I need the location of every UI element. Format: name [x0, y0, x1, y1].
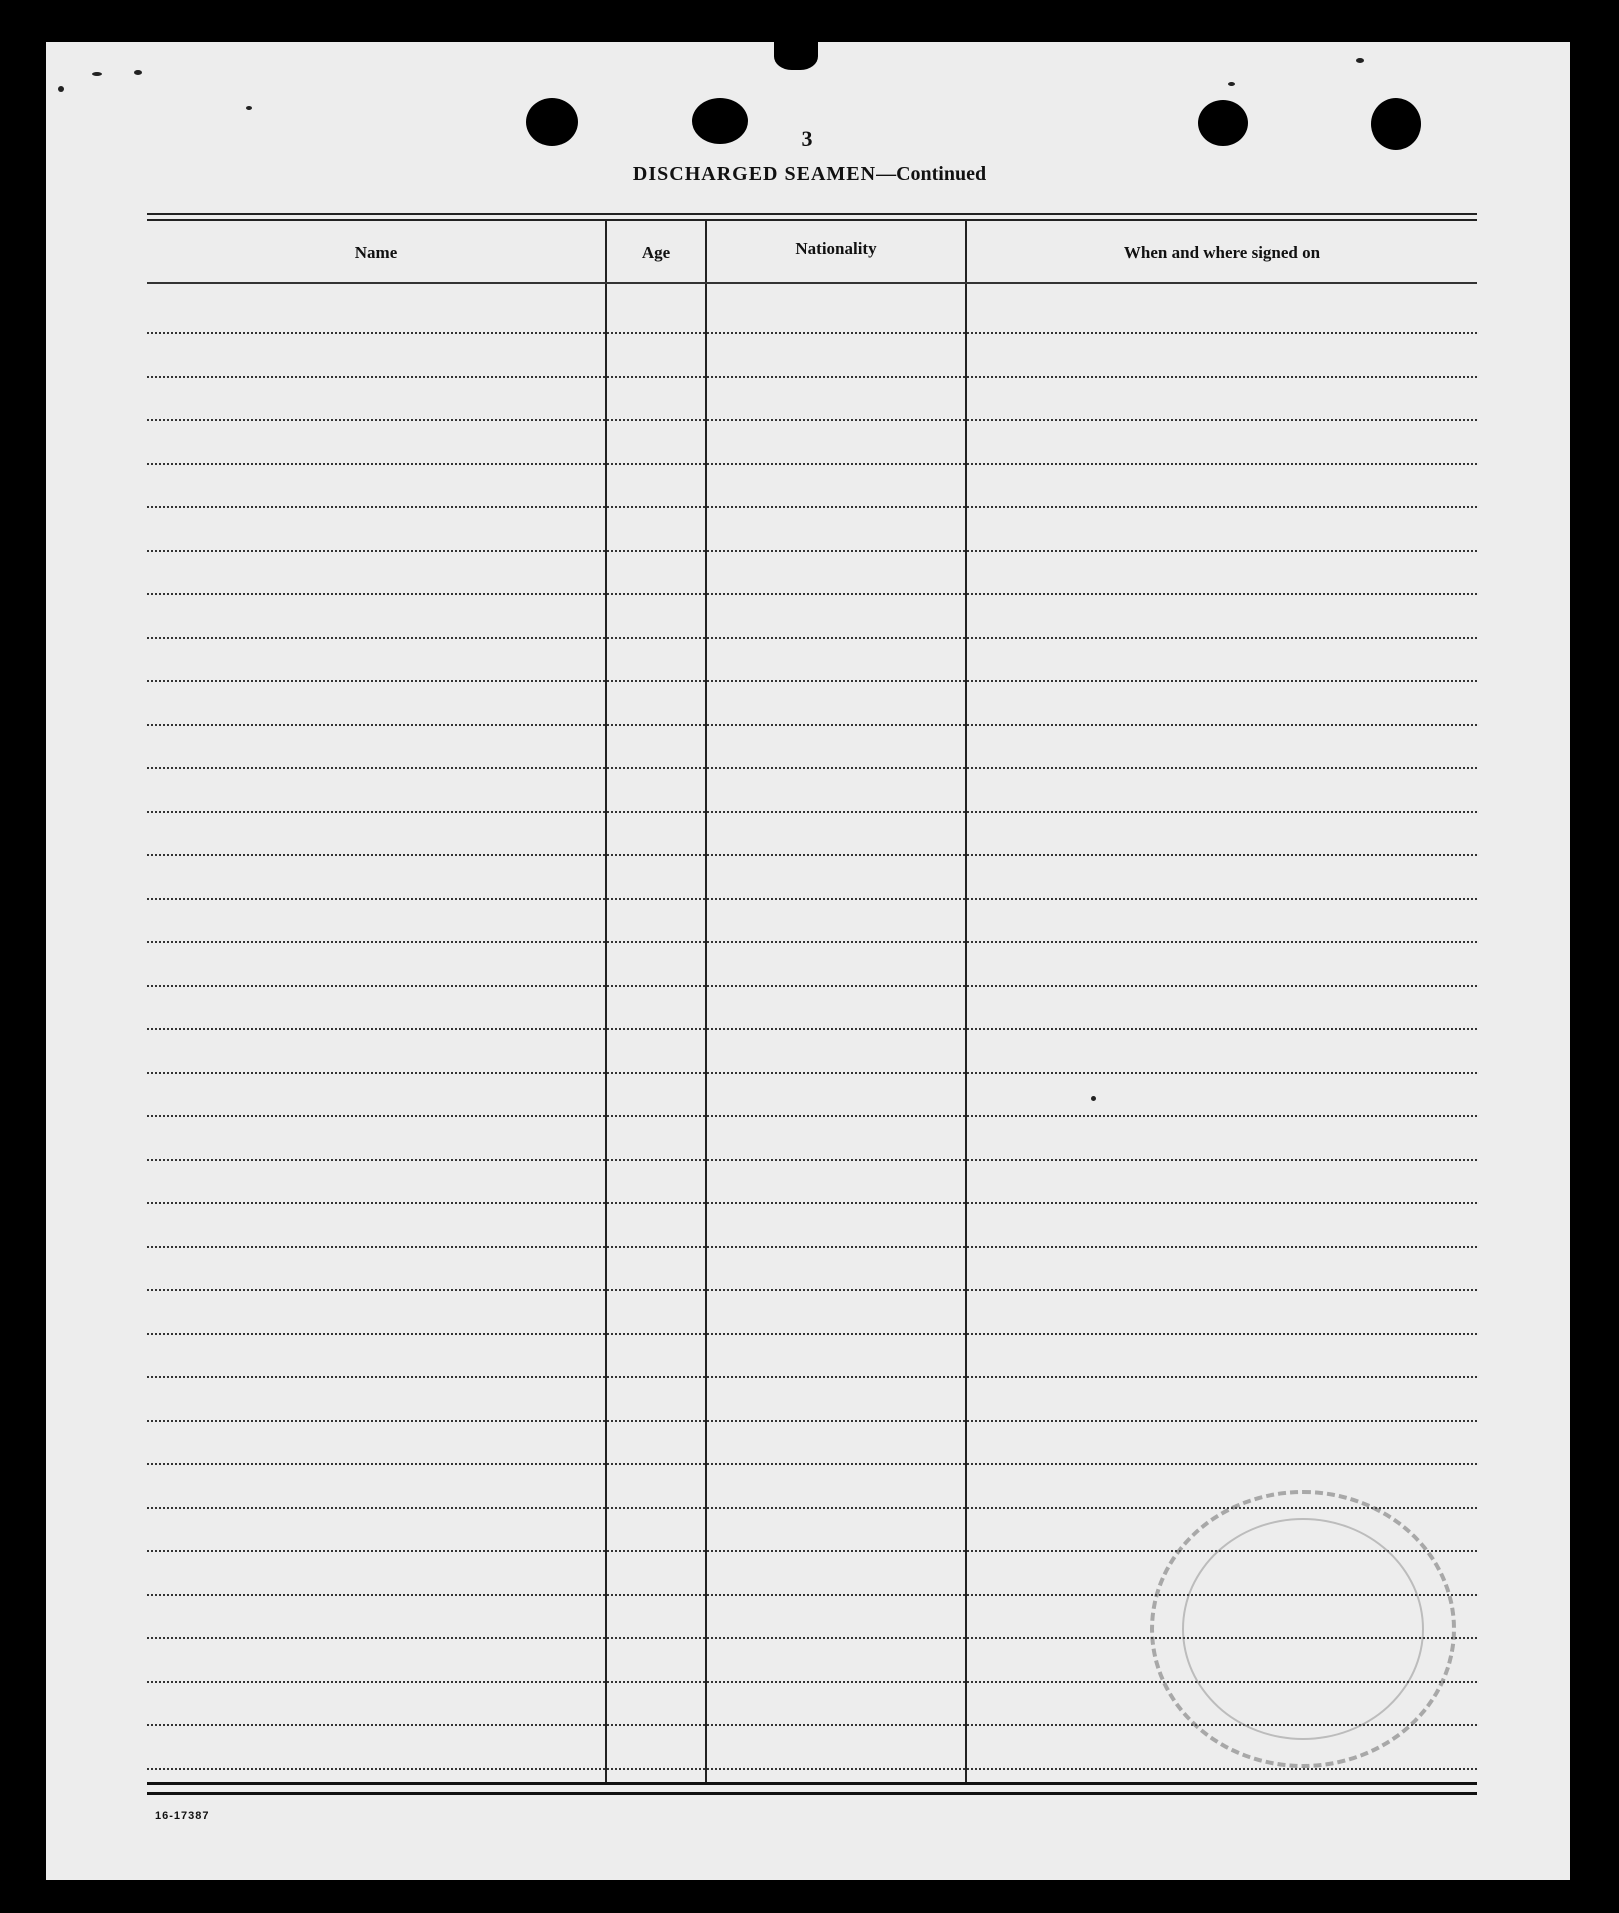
column-divider	[605, 221, 607, 1783]
ink-speck	[1356, 58, 1364, 63]
table-row	[147, 550, 1477, 552]
table-row	[147, 1768, 1477, 1770]
table-row	[147, 1420, 1477, 1422]
table-row	[147, 941, 1477, 943]
table-row	[147, 506, 1477, 508]
column-header-age: Age	[641, 243, 671, 262]
table-row	[147, 1159, 1477, 1161]
table-row	[147, 724, 1477, 726]
ink-speck	[246, 106, 252, 110]
table-top-rule-inner	[147, 219, 1477, 221]
table-row	[147, 680, 1477, 682]
column-header-nationality: Nationality	[795, 239, 877, 258]
table-row	[147, 1202, 1477, 1204]
table-row	[147, 376, 1477, 378]
table-row	[147, 1333, 1477, 1335]
table-row	[147, 1115, 1477, 1117]
table-row	[147, 767, 1477, 769]
table-row	[147, 1028, 1477, 1030]
table-row	[147, 1072, 1477, 1074]
table-row	[147, 854, 1477, 856]
received-stamp-icon	[1150, 1490, 1456, 1768]
table-row	[147, 593, 1477, 595]
table-top-rule	[147, 213, 1477, 215]
page-number: 3	[801, 126, 813, 151]
form-code: 16-17387	[155, 1810, 210, 1822]
table-row	[147, 811, 1477, 813]
form-title	[0, 163, 1619, 186]
table-row	[147, 332, 1477, 334]
stamp-inner-ring	[1182, 1518, 1424, 1740]
table-bottom-rule-inner	[147, 1782, 1477, 1785]
form-title-main: DISCHARGED SEAMEN	[632, 163, 877, 185]
table-row	[147, 1376, 1477, 1378]
table-row	[147, 463, 1477, 465]
table-row	[147, 898, 1477, 900]
header-bottom-rule	[147, 282, 1477, 284]
table-bottom-rule	[147, 1792, 1477, 1795]
table-row	[147, 419, 1477, 421]
ink-speck	[92, 72, 102, 76]
table-row	[147, 1463, 1477, 1465]
form-title-suffix: —Continued	[876, 163, 987, 185]
ink-speck	[1228, 82, 1235, 86]
edge-notch-icon	[774, 36, 818, 70]
column-divider	[965, 221, 967, 1783]
column-divider	[705, 221, 707, 1783]
table-row	[147, 985, 1477, 987]
table-row	[147, 1289, 1477, 1291]
table-row	[147, 637, 1477, 639]
ink-speck	[58, 86, 64, 92]
column-header-signed-on: When and where signed on	[1123, 243, 1321, 262]
ink-speck	[134, 70, 142, 75]
table-row	[147, 1246, 1477, 1248]
column-header-name: Name	[354, 243, 398, 262]
